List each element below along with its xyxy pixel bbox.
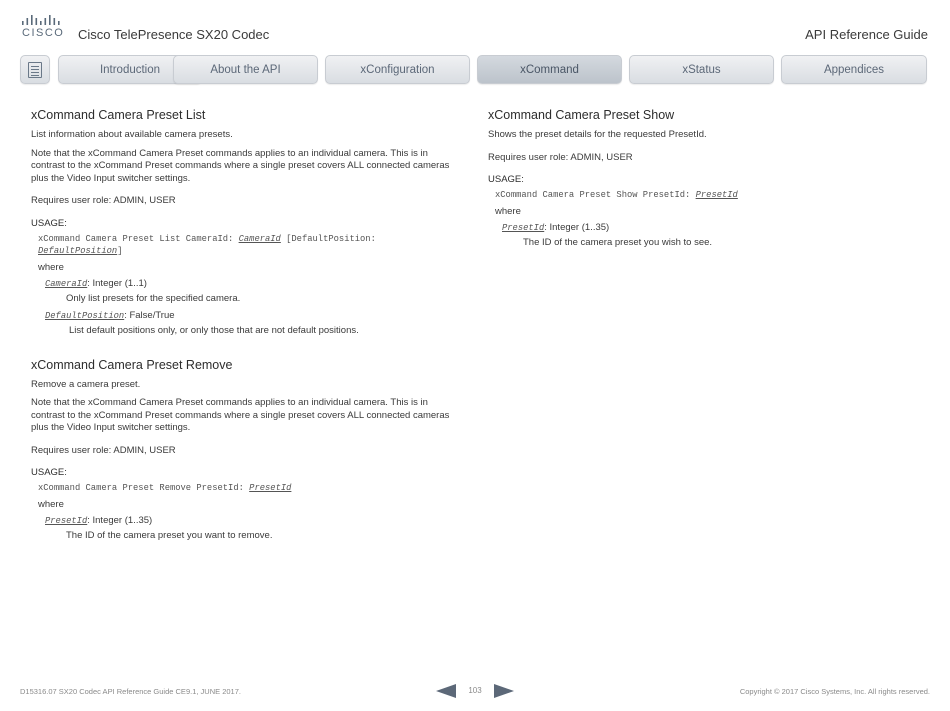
right-column xyxy=(488,108,918,270)
previous-page-arrow-icon[interactable] xyxy=(436,684,456,698)
usage-label: USAGE: xyxy=(31,467,67,478)
cisco-bars-icon xyxy=(22,15,62,27)
tab-appendices[interactable]: Appendices xyxy=(781,55,927,84)
section-preset-list xyxy=(31,108,456,336)
param-type: : Integer (1..35) xyxy=(87,514,153,526)
where-label: where xyxy=(38,498,64,510)
param-description: Only list presets for the specified camera. xyxy=(66,292,241,304)
usage-text: xCommand Camera Preset Remove PresetId: xyxy=(38,483,250,493)
usage-label: USAGE: xyxy=(31,217,67,229)
user-role: Requires user role: ADMIN, USER xyxy=(31,195,176,206)
tab-introduction[interactable]: Introduction xyxy=(58,55,202,84)
book-icon xyxy=(28,62,42,78)
param-link[interactable]: DefaultPosition xyxy=(38,246,118,256)
page-number: 103 xyxy=(468,686,482,695)
document-title: Cisco TelePresence SX20 Codec xyxy=(78,27,270,42)
usage-text: [DefaultPosition: xyxy=(280,233,376,244)
cisco-logo xyxy=(20,15,64,41)
tab-xcommand[interactable]: xCommand xyxy=(477,55,622,84)
param-type: : False/True xyxy=(124,309,175,321)
footer-document-id: D15316.07 SX20 Codec API Reference Guide CE9.1, JUNE 2017. xyxy=(20,687,241,696)
section-preset-remove xyxy=(31,358,456,541)
usage-label: USAGE: xyxy=(488,174,524,185)
tab-bar xyxy=(20,55,930,86)
contents-menu-button[interactable] xyxy=(20,55,50,84)
section-summary: Remove a camera preset. xyxy=(31,378,141,390)
param-link[interactable]: PresetId xyxy=(249,483,292,493)
param-definition xyxy=(45,278,456,289)
param-link[interactable]: CameraId xyxy=(238,233,281,244)
usage-text: ] xyxy=(117,246,123,256)
section-summary: Shows the preset details for the requested PresetId. xyxy=(488,129,707,140)
param-name[interactable]: CameraId xyxy=(45,278,88,289)
section-summary: List information about available camera presets. xyxy=(31,129,233,140)
param-description: The ID of the camera preset you wish to see. xyxy=(523,236,713,248)
param-description: The ID of the camera preset you want to remove. xyxy=(66,529,273,541)
param-description: List default positions only, or only those that are not default positions. xyxy=(69,324,359,336)
param-name[interactable]: PresetId xyxy=(502,222,545,233)
usage-syntax xyxy=(495,189,918,202)
param-type: : Integer (1..35) xyxy=(544,221,610,233)
section-title: xCommand Camera Preset List xyxy=(31,108,206,122)
section-note: Note that the xCommand Camera Preset commands applies to an individual camera. This is in contrast to the xCommand Preset commands where a single preset covers ALL connected cameras plus the Video Input switcher settings. xyxy=(31,397,450,433)
section-note: Note that the xCommand Camera Preset commands applies to an individual camera. This is in contrast to the xCommand Preset commands where a single preset covers ALL connected cameras plus the Video Input switcher settings. xyxy=(31,147,450,184)
param-definition xyxy=(45,310,456,321)
pager xyxy=(436,684,514,698)
section-title: xCommand Camera Preset Show xyxy=(488,108,675,122)
usage-syntax xyxy=(38,233,456,258)
where-label: where xyxy=(495,205,521,217)
tab-xstatus[interactable]: xStatus xyxy=(629,55,774,84)
left-column xyxy=(31,108,456,563)
param-type: : Integer (1..1) xyxy=(87,277,147,289)
param-definition xyxy=(502,222,918,233)
param-name[interactable]: PresetId xyxy=(45,515,88,526)
param-name[interactable]: DefaultPosition xyxy=(45,310,125,321)
tab-about-the-api[interactable]: About the API xyxy=(173,55,318,84)
where-label: where xyxy=(38,261,64,273)
usage-syntax xyxy=(38,482,456,495)
logo-text: CISCO xyxy=(22,27,65,39)
next-page-arrow-icon[interactable] xyxy=(494,684,514,698)
tab-xconfiguration[interactable]: xConfiguration xyxy=(325,55,470,84)
guide-title: API Reference Guide xyxy=(805,27,928,42)
user-role: Requires user role: ADMIN, USER xyxy=(31,444,176,456)
param-link[interactable]: PresetId xyxy=(695,190,738,200)
section-preset-show xyxy=(488,108,918,248)
usage-text: xCommand Camera Preset List CameraId: xyxy=(38,233,239,244)
param-definition xyxy=(45,515,456,526)
usage-text: xCommand Camera Preset Show PresetId: xyxy=(495,190,696,200)
footer-copyright: Copyright © 2017 Cisco Systems, Inc. All rights reserved. xyxy=(739,687,930,696)
section-title: xCommand Camera Preset Remove xyxy=(31,357,233,372)
user-role: Requires user role: ADMIN, USER xyxy=(488,151,633,163)
